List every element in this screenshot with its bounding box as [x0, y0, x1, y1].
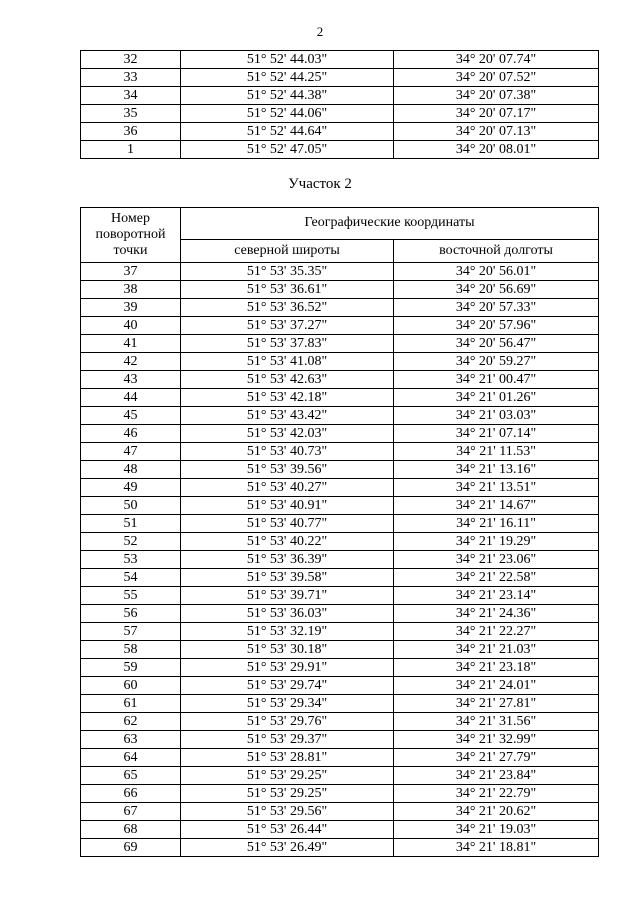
- point-number-cell: 57: [81, 623, 181, 641]
- point-number-cell: 32: [81, 51, 181, 69]
- longitude-cell: 34° 21' 27.81": [394, 695, 599, 713]
- point-number-cell: 52: [81, 533, 181, 551]
- point-number-cell: 69: [81, 839, 181, 857]
- longitude-cell: 34° 20' 07.74": [394, 51, 599, 69]
- latitude-cell: 51° 53' 32.19": [181, 623, 394, 641]
- point-number-cell: 33: [81, 69, 181, 87]
- longitude-cell: 34° 20' 57.96": [394, 317, 599, 335]
- point-number-cell: 47: [81, 443, 181, 461]
- table-row: [81, 623, 599, 641]
- point-number-cell: 67: [81, 803, 181, 821]
- point-number-cell: 66: [81, 785, 181, 803]
- longitude-cell: 34° 21' 23.84": [394, 767, 599, 785]
- table-row: [81, 731, 599, 749]
- point-number-cell: 48: [81, 461, 181, 479]
- latitude-cell: 51° 53' 35.35": [181, 263, 394, 281]
- point-number-cell: 34: [81, 87, 181, 105]
- point-number-cell: 62: [81, 713, 181, 731]
- longitude-cell: 34° 20' 07.17": [394, 105, 599, 123]
- table-row: [81, 569, 599, 587]
- point-number-cell: 39: [81, 299, 181, 317]
- longitude-cell: 34° 21' 22.79": [394, 785, 599, 803]
- table-row: [81, 87, 599, 105]
- table-row: [81, 425, 599, 443]
- longitude-cell: 34° 20' 56.69": [394, 281, 599, 299]
- longitude-cell: 34° 20' 56.47": [394, 335, 599, 353]
- point-number-cell: 50: [81, 497, 181, 515]
- section-title: Участок 2: [288, 176, 352, 192]
- table-row: [81, 69, 599, 87]
- latitude-cell: 51° 53' 40.77": [181, 515, 394, 533]
- point-number-cell: 61: [81, 695, 181, 713]
- longitude-cell: 34° 20' 07.52": [394, 69, 599, 87]
- table-row: [81, 389, 599, 407]
- table-row: [81, 281, 599, 299]
- coordinates-table-header: [81, 208, 599, 263]
- latitude-cell: 51° 52' 47.05": [181, 141, 394, 159]
- page-number: 2: [316, 24, 324, 39]
- point-number-cell: 46: [81, 425, 181, 443]
- point-number-cell: 45: [81, 407, 181, 425]
- longitude-cell: 34° 21' 21.03": [394, 641, 599, 659]
- longitude-cell: 34° 21' 20.62": [394, 803, 599, 821]
- point-number-cell: 38: [81, 281, 181, 299]
- latitude-cell: 51° 53' 40.91": [181, 497, 394, 515]
- coordinates-table: [80, 207, 599, 857]
- longitude-cell: 34° 21' 14.67": [394, 497, 599, 515]
- point-number-cell: 68: [81, 821, 181, 839]
- latitude-cell: 51° 52' 44.06": [181, 105, 394, 123]
- table-row: [81, 821, 599, 839]
- longitude-cell: 34° 20' 56.01": [394, 263, 599, 281]
- latitude-cell: 51° 52' 44.38": [181, 87, 394, 105]
- longitude-cell: 34° 21' 32.99": [394, 731, 599, 749]
- table-row: [81, 677, 599, 695]
- longitude-cell: 34° 21' 24.01": [394, 677, 599, 695]
- table-row: [81, 141, 599, 159]
- longitude-cell: 34° 20' 57.33": [394, 299, 599, 317]
- table-row: [81, 123, 599, 141]
- latitude-cell: 51° 53' 39.71": [181, 587, 394, 605]
- latitude-cell: 51° 53' 41.08": [181, 353, 394, 371]
- point-number-cell: 59: [81, 659, 181, 677]
- table-row: [81, 641, 599, 659]
- table-row: [81, 371, 599, 389]
- table-row: [81, 659, 599, 677]
- longitude-cell: 34° 21' 22.27": [394, 623, 599, 641]
- longitude-cell: 34° 20' 07.38": [394, 87, 599, 105]
- table-row: [81, 695, 599, 713]
- latitude-cell: 51° 53' 29.34": [181, 695, 394, 713]
- latitude-cell: 51° 53' 40.22": [181, 533, 394, 551]
- latitude-cell: 51° 53' 40.27": [181, 479, 394, 497]
- latitude-cell: 51° 53' 36.03": [181, 605, 394, 623]
- longitude-cell: 34° 21' 00.47": [394, 371, 599, 389]
- longitude-cell: 34° 21' 19.03": [394, 821, 599, 839]
- point-number-cell: 1: [81, 141, 181, 159]
- table-row: [81, 443, 599, 461]
- longitude-cell: 34° 21' 23.18": [394, 659, 599, 677]
- coordinates-table-continued: [80, 50, 599, 159]
- header-east-longitude: восточной долготы: [394, 239, 599, 262]
- coordinates-table-body: [81, 263, 599, 857]
- longitude-cell: 34° 21' 27.79": [394, 749, 599, 767]
- table-row: [81, 497, 599, 515]
- point-number-cell: 35: [81, 105, 181, 123]
- latitude-cell: 51° 53' 29.76": [181, 713, 394, 731]
- latitude-cell: 51° 52' 44.64": [181, 123, 394, 141]
- table-row: [81, 299, 599, 317]
- table-row: [81, 407, 599, 425]
- table-row: [81, 551, 599, 569]
- latitude-cell: 51° 53' 29.74": [181, 677, 394, 695]
- point-number-cell: 51: [81, 515, 181, 533]
- latitude-cell: 51° 53' 42.63": [181, 371, 394, 389]
- point-number-cell: 53: [81, 551, 181, 569]
- table-row: [81, 335, 599, 353]
- point-number-cell: 36: [81, 123, 181, 141]
- point-number-cell: 54: [81, 569, 181, 587]
- point-number-cell: 58: [81, 641, 181, 659]
- table-row: [81, 479, 599, 497]
- latitude-cell: 51° 53' 42.03": [181, 425, 394, 443]
- point-number-cell: 63: [81, 731, 181, 749]
- longitude-cell: 34° 21' 23.14": [394, 587, 599, 605]
- longitude-cell: 34° 20' 59.27": [394, 353, 599, 371]
- longitude-cell: 34° 21' 03.03": [394, 407, 599, 425]
- longitude-cell: 34° 20' 08.01": [394, 141, 599, 159]
- table-row: [81, 713, 599, 731]
- header-geographic-coordinates: Географические координаты: [181, 208, 599, 240]
- header-north-latitude: северной широты: [181, 239, 394, 262]
- coordinates-table-continued-body: [81, 51, 599, 159]
- latitude-cell: 51° 53' 29.25": [181, 767, 394, 785]
- table-row: [81, 353, 599, 371]
- point-number-cell: 42: [81, 353, 181, 371]
- point-number-cell: 65: [81, 767, 181, 785]
- table-row: [81, 785, 599, 803]
- latitude-cell: 51° 53' 28.81": [181, 749, 394, 767]
- longitude-cell: 34° 21' 16.11": [394, 515, 599, 533]
- latitude-cell: 51° 52' 44.03": [181, 51, 394, 69]
- point-number-cell: 64: [81, 749, 181, 767]
- point-number-cell: 40: [81, 317, 181, 335]
- latitude-cell: 51° 53' 29.56": [181, 803, 394, 821]
- longitude-cell: 34° 21' 18.81": [394, 839, 599, 857]
- longitude-cell: 34° 21' 13.51": [394, 479, 599, 497]
- latitude-cell: 51° 53' 40.73": [181, 443, 394, 461]
- table-row: [81, 317, 599, 335]
- point-number-cell: 43: [81, 371, 181, 389]
- latitude-cell: 51° 53' 30.18": [181, 641, 394, 659]
- longitude-cell: 34° 21' 19.29": [394, 533, 599, 551]
- latitude-cell: 51° 53' 36.61": [181, 281, 394, 299]
- table-row: [81, 533, 599, 551]
- longitude-cell: 34° 21' 11.53": [394, 443, 599, 461]
- point-number-cell: 37: [81, 263, 181, 281]
- table-row: [81, 515, 599, 533]
- latitude-cell: 51° 53' 36.52": [181, 299, 394, 317]
- longitude-cell: 34° 21' 13.16": [394, 461, 599, 479]
- latitude-cell: 51° 53' 39.58": [181, 569, 394, 587]
- latitude-cell: 51° 53' 29.37": [181, 731, 394, 749]
- latitude-cell: 51° 53' 42.18": [181, 389, 394, 407]
- table-row: [81, 605, 599, 623]
- latitude-cell: 51° 53' 36.39": [181, 551, 394, 569]
- longitude-cell: 34° 21' 24.36": [394, 605, 599, 623]
- latitude-cell: 51° 53' 37.83": [181, 335, 394, 353]
- table-row: [81, 105, 599, 123]
- table-row: [81, 263, 599, 281]
- point-number-cell: 44: [81, 389, 181, 407]
- longitude-cell: 34° 21' 23.06": [394, 551, 599, 569]
- table-row: [81, 839, 599, 857]
- table-row: [81, 767, 599, 785]
- longitude-cell: 34° 20' 07.13": [394, 123, 599, 141]
- longitude-cell: 34° 21' 31.56": [394, 713, 599, 731]
- latitude-cell: 51° 53' 29.25": [181, 785, 394, 803]
- latitude-cell: 51° 53' 43.42": [181, 407, 394, 425]
- header-point-number: Номер поворотной точки: [81, 208, 181, 263]
- point-number-cell: 49: [81, 479, 181, 497]
- latitude-cell: 51° 52' 44.25": [181, 69, 394, 87]
- table-row: [81, 587, 599, 605]
- table-row: [81, 51, 599, 69]
- latitude-cell: 51° 53' 37.27": [181, 317, 394, 335]
- latitude-cell: 51° 53' 39.56": [181, 461, 394, 479]
- table-row: [81, 803, 599, 821]
- longitude-cell: 34° 21' 01.26": [394, 389, 599, 407]
- table-row: [81, 461, 599, 479]
- latitude-cell: 51° 53' 26.44": [181, 821, 394, 839]
- point-number-cell: 41: [81, 335, 181, 353]
- point-number-cell: 60: [81, 677, 181, 695]
- point-number-cell: 55: [81, 587, 181, 605]
- longitude-cell: 34° 21' 22.58": [394, 569, 599, 587]
- latitude-cell: 51° 53' 26.49": [181, 839, 394, 857]
- point-number-cell: 56: [81, 605, 181, 623]
- table-row: [81, 749, 599, 767]
- longitude-cell: 34° 21' 07.14": [394, 425, 599, 443]
- latitude-cell: 51° 53' 29.91": [181, 659, 394, 677]
